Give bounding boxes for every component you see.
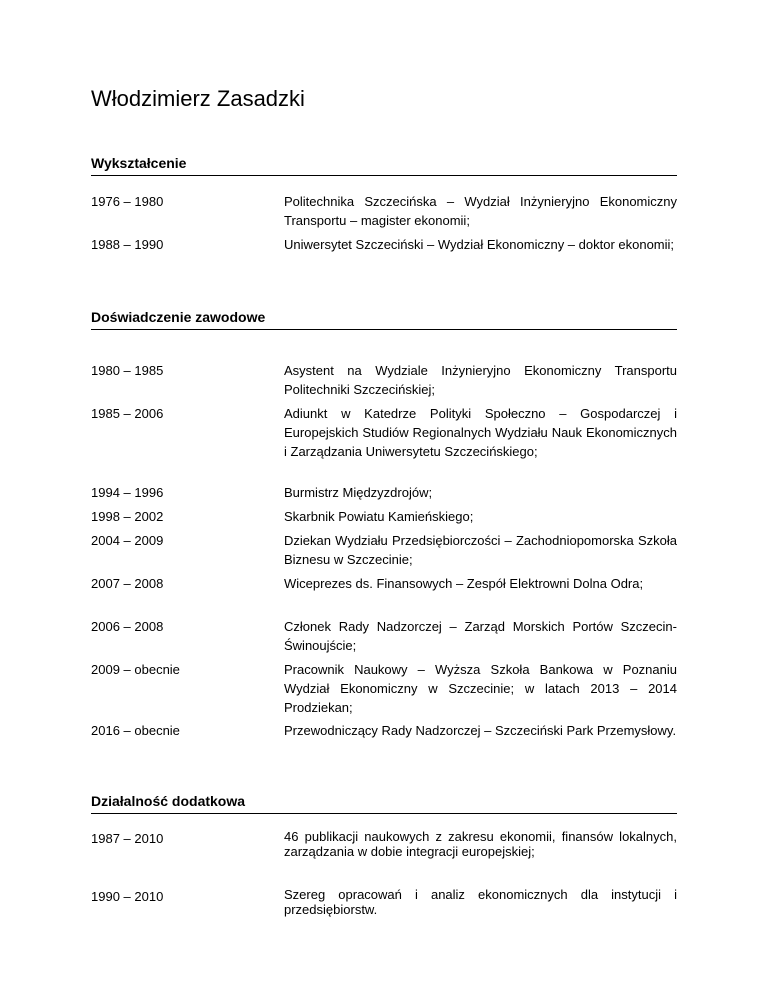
experience-section [91, 308, 677, 330]
entry-date: 1976 – 1980 [91, 194, 164, 209]
entry-description: Asystent na Wydziale Inżynieryjno Ekonomiczny Transportu Politechniki Szczecińskiej; [284, 363, 677, 397]
section-divider [91, 813, 677, 814]
entry-description: Wiceprezes ds. Finansowych – Zespół Elektrowni Dolna Odra; [284, 576, 644, 591]
entry-date: 1994 – 1996 [91, 485, 164, 500]
person-name: Włodzimierz Zasadzki [91, 86, 305, 111]
education-heading: Wykształcenie [91, 155, 187, 171]
entry-description: Adiunkt w Katedrze Polityki Społeczno – Gospodarczej i Europejskich Studiów Regionalnych Wydziału Nauk Ekonomicznych i Zarządzania Uniwersytetu Szczecińskiego; [284, 406, 677, 459]
additional-section [91, 792, 677, 814]
entry-description: Skarbnik Powiatu Kamieńskiego; [284, 509, 474, 524]
section-divider [91, 175, 677, 176]
entry-description: Burmistrz Międzyzdrojów; [284, 485, 433, 500]
entry-date: 2006 – 2008 [91, 619, 164, 634]
entry-date: 1980 – 1985 [91, 363, 164, 378]
entry-description: Członek Rady Nadzorczej – Zarząd Morskich Portów Szczecin-Świnoujście; [284, 619, 677, 653]
entry-description: Politechnika Szczecińska – Wydział Inżynieryjno Ekonomiczny Transportu – magister ekonomii; [284, 194, 677, 228]
entry-date: 1987 – 2010 [91, 831, 164, 846]
entry-date: 1988 – 1990 [91, 237, 164, 252]
entry-description: Pracownik Naukowy – Wyższa Szkoła Bankowa w Poznaniu Wydział Ekonomiczny w Szczecinie; w latach 2013 – 2014 Prodziekan; [284, 662, 677, 715]
entry-description: 46 publikacji naukowych z zakresu ekonomii, finansów lokalnych, zarządzania w dobie integracji europejskiej; [284, 829, 677, 859]
entry-date: 1998 – 2002 [91, 509, 164, 524]
entry-description: Dziekan Wydziału Przedsiębiorczości – Zachodniopomorska Szkoła Biznesu w Szczecinie; [284, 533, 677, 567]
entry-description: Uniwersytet Szczeciński – Wydział Ekonomiczny – doktor ekonomii; [284, 237, 675, 252]
entry-date: 2004 – 2009 [91, 533, 164, 548]
experience-heading: Doświadczenie zawodowe [91, 309, 266, 325]
section-divider [91, 329, 677, 330]
entry-date: 1985 – 2006 [91, 406, 164, 421]
entry-date: 2007 – 2008 [91, 576, 164, 591]
entry-date: 1990 – 2010 [91, 889, 164, 904]
entry-date: 2009 – obecnie [91, 662, 180, 677]
education-section [91, 154, 677, 176]
additional-heading: Działalność dodatkowa [91, 793, 246, 809]
entry-description: Szereg opracowań i analiz ekonomicznych dla instytucji i przedsiębiorstw. [284, 887, 677, 917]
entry-date: 2016 – obecnie [91, 723, 180, 738]
entry-description: Przewodniczący Rady Nadzorczej – Szczeciński Park Przemysłowy. [284, 723, 677, 738]
